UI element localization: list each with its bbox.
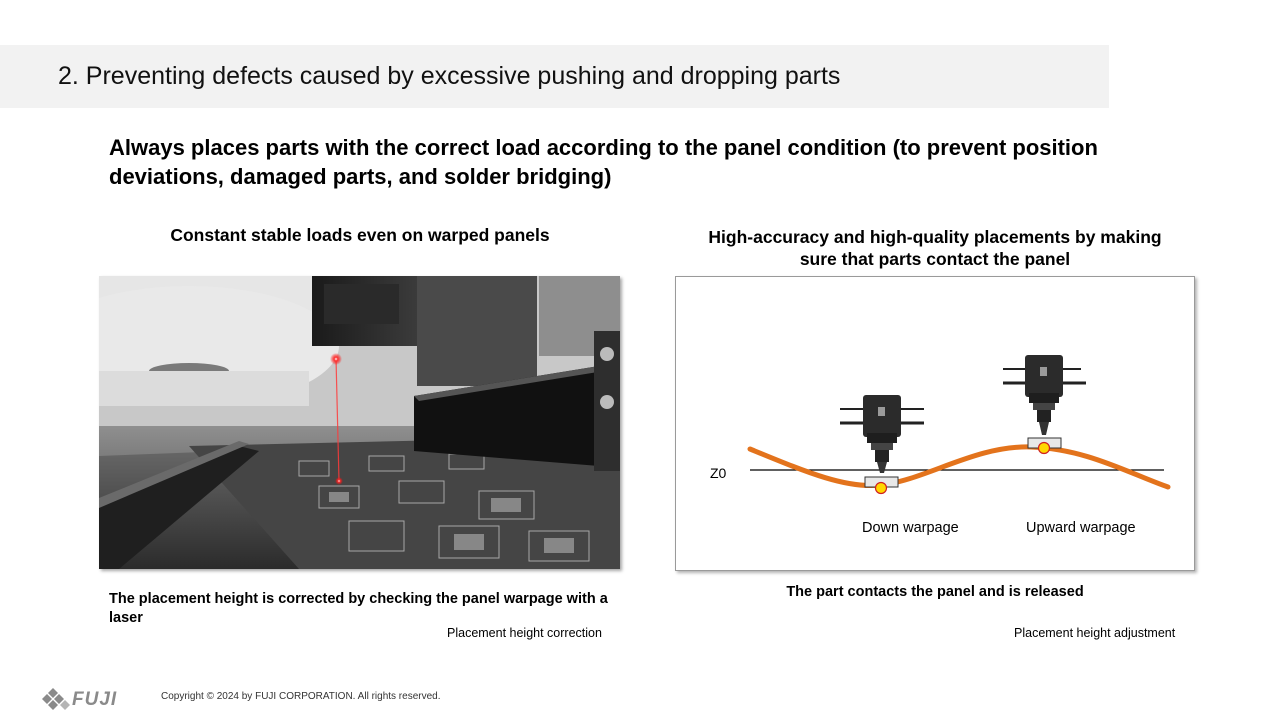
- right-subtitle: High-accuracy and high-quality placements by making sure that parts contact the panel: [708, 227, 1162, 269]
- z0-label: Z0: [710, 465, 727, 481]
- fuji-logo: [40, 684, 150, 712]
- placement-height-diagram: [675, 276, 1195, 571]
- contact-point-down: [876, 483, 887, 494]
- left-figure-label: Placement height correction: [447, 626, 602, 640]
- right-figure-label: Placement height adjustment: [1014, 626, 1176, 640]
- laser-photo-illustration: [99, 276, 620, 569]
- contact-point-up: [1039, 443, 1050, 454]
- fuji-logo-text: FUJI: [72, 689, 118, 710]
- nozzle-upward-warpage: [1003, 355, 1086, 454]
- right-caption: The part contacts the panel and is released: [786, 584, 1084, 600]
- laser-measurement-photo: [99, 276, 620, 569]
- copyright: Copyright © 2024 by FUJI CORPORATION. All rights reserved.: [161, 691, 441, 702]
- left-caption: The placement height is corrected by checking the panel warpage with a laser: [109, 591, 608, 626]
- left-subtitle: Constant stable loads even on warped panels: [170, 225, 550, 245]
- fuji-logo-mark-icon: [40, 684, 150, 712]
- upward-warpage-label: Upward warpage: [1026, 520, 1136, 536]
- warped-panel-curve: [750, 447, 1168, 487]
- warpage-diagram-svg: [676, 277, 1196, 572]
- down-warpage-label: Down warpage: [862, 520, 959, 536]
- slide-title: 2. Preventing defects caused by excessive pushing and dropping parts: [58, 62, 841, 90]
- headline: Always places parts with the correct load according to the panel condition (to prevent position deviations, damaged parts, and solder bridging): [109, 135, 1098, 189]
